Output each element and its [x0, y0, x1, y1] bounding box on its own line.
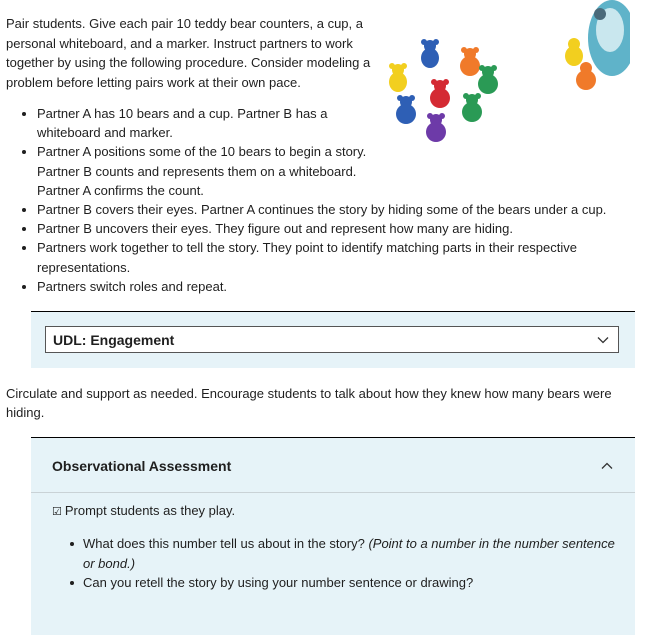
chevron-up-icon [601, 462, 613, 470]
assessment-prompt [52, 503, 235, 518]
intro-paragraph: Pair students. Give each pair 10 teddy bear counters, a cup, a personal whiteboard, and a marker. Instruct partners to work together by using the following procedure. Consider modeling a problem before letting pairs work at their own pace. [6, 16, 371, 90]
bear-orange [460, 47, 480, 76]
procedure-step: • Partner A positions some of the 10 bears to begin a story. Partner B counts and represents them on a whiteboard. Partner A confirms the count. [37, 142, 369, 200]
bear-green [478, 65, 498, 94]
checkbox-icon: ☑ [52, 506, 62, 518]
question-item: Can you retell the story by using your number sentence or drawing? [83, 573, 623, 593]
procedure-step: • Partners work together to tell the story. They point to identify matching parts in their respective representations. [37, 238, 649, 276]
observational-assessment-title: Observational Assessment [52, 458, 232, 474]
circulate-paragraph: Circulate and support as needed. Encourage students to talk about how they knew how many bears were hiding. [6, 386, 612, 420]
udl-engagement-panel [31, 312, 635, 368]
assessment-questions [83, 534, 623, 593]
cup-with-bears-image [560, 0, 630, 100]
procedure-list [6, 104, 649, 296]
bear-blue [421, 39, 439, 68]
observational-assessment-toggle[interactable] [31, 438, 635, 493]
procedure-step: • Partner A has 10 bears and a cup. Partner B has a whiteboard and marker. [37, 104, 369, 142]
question-item [83, 534, 623, 573]
observational-assessment-panel [31, 438, 635, 635]
prompt-text: Prompt students as they play. [64, 503, 236, 518]
procedure-step: • Partners switch roles and repeat. [37, 277, 649, 296]
procedure-step: • Partner B uncovers their eyes. They figure out and represent how many are hiding. [37, 219, 649, 238]
udl-engagement-title: UDL: Engagement [53, 332, 175, 348]
procedure-step: • Partner B covers their eyes. Partner A continues the story by hiding some of the bears under a cup. [37, 200, 649, 219]
question-note: (Point to a number in the number sentence or bond.) [83, 536, 615, 571]
chevron-down-icon [597, 336, 609, 344]
bear-yellow [389, 63, 407, 92]
question-text: What does this number tell us about in the story? [83, 536, 369, 551]
udl-engagement-toggle[interactable] [45, 326, 619, 353]
